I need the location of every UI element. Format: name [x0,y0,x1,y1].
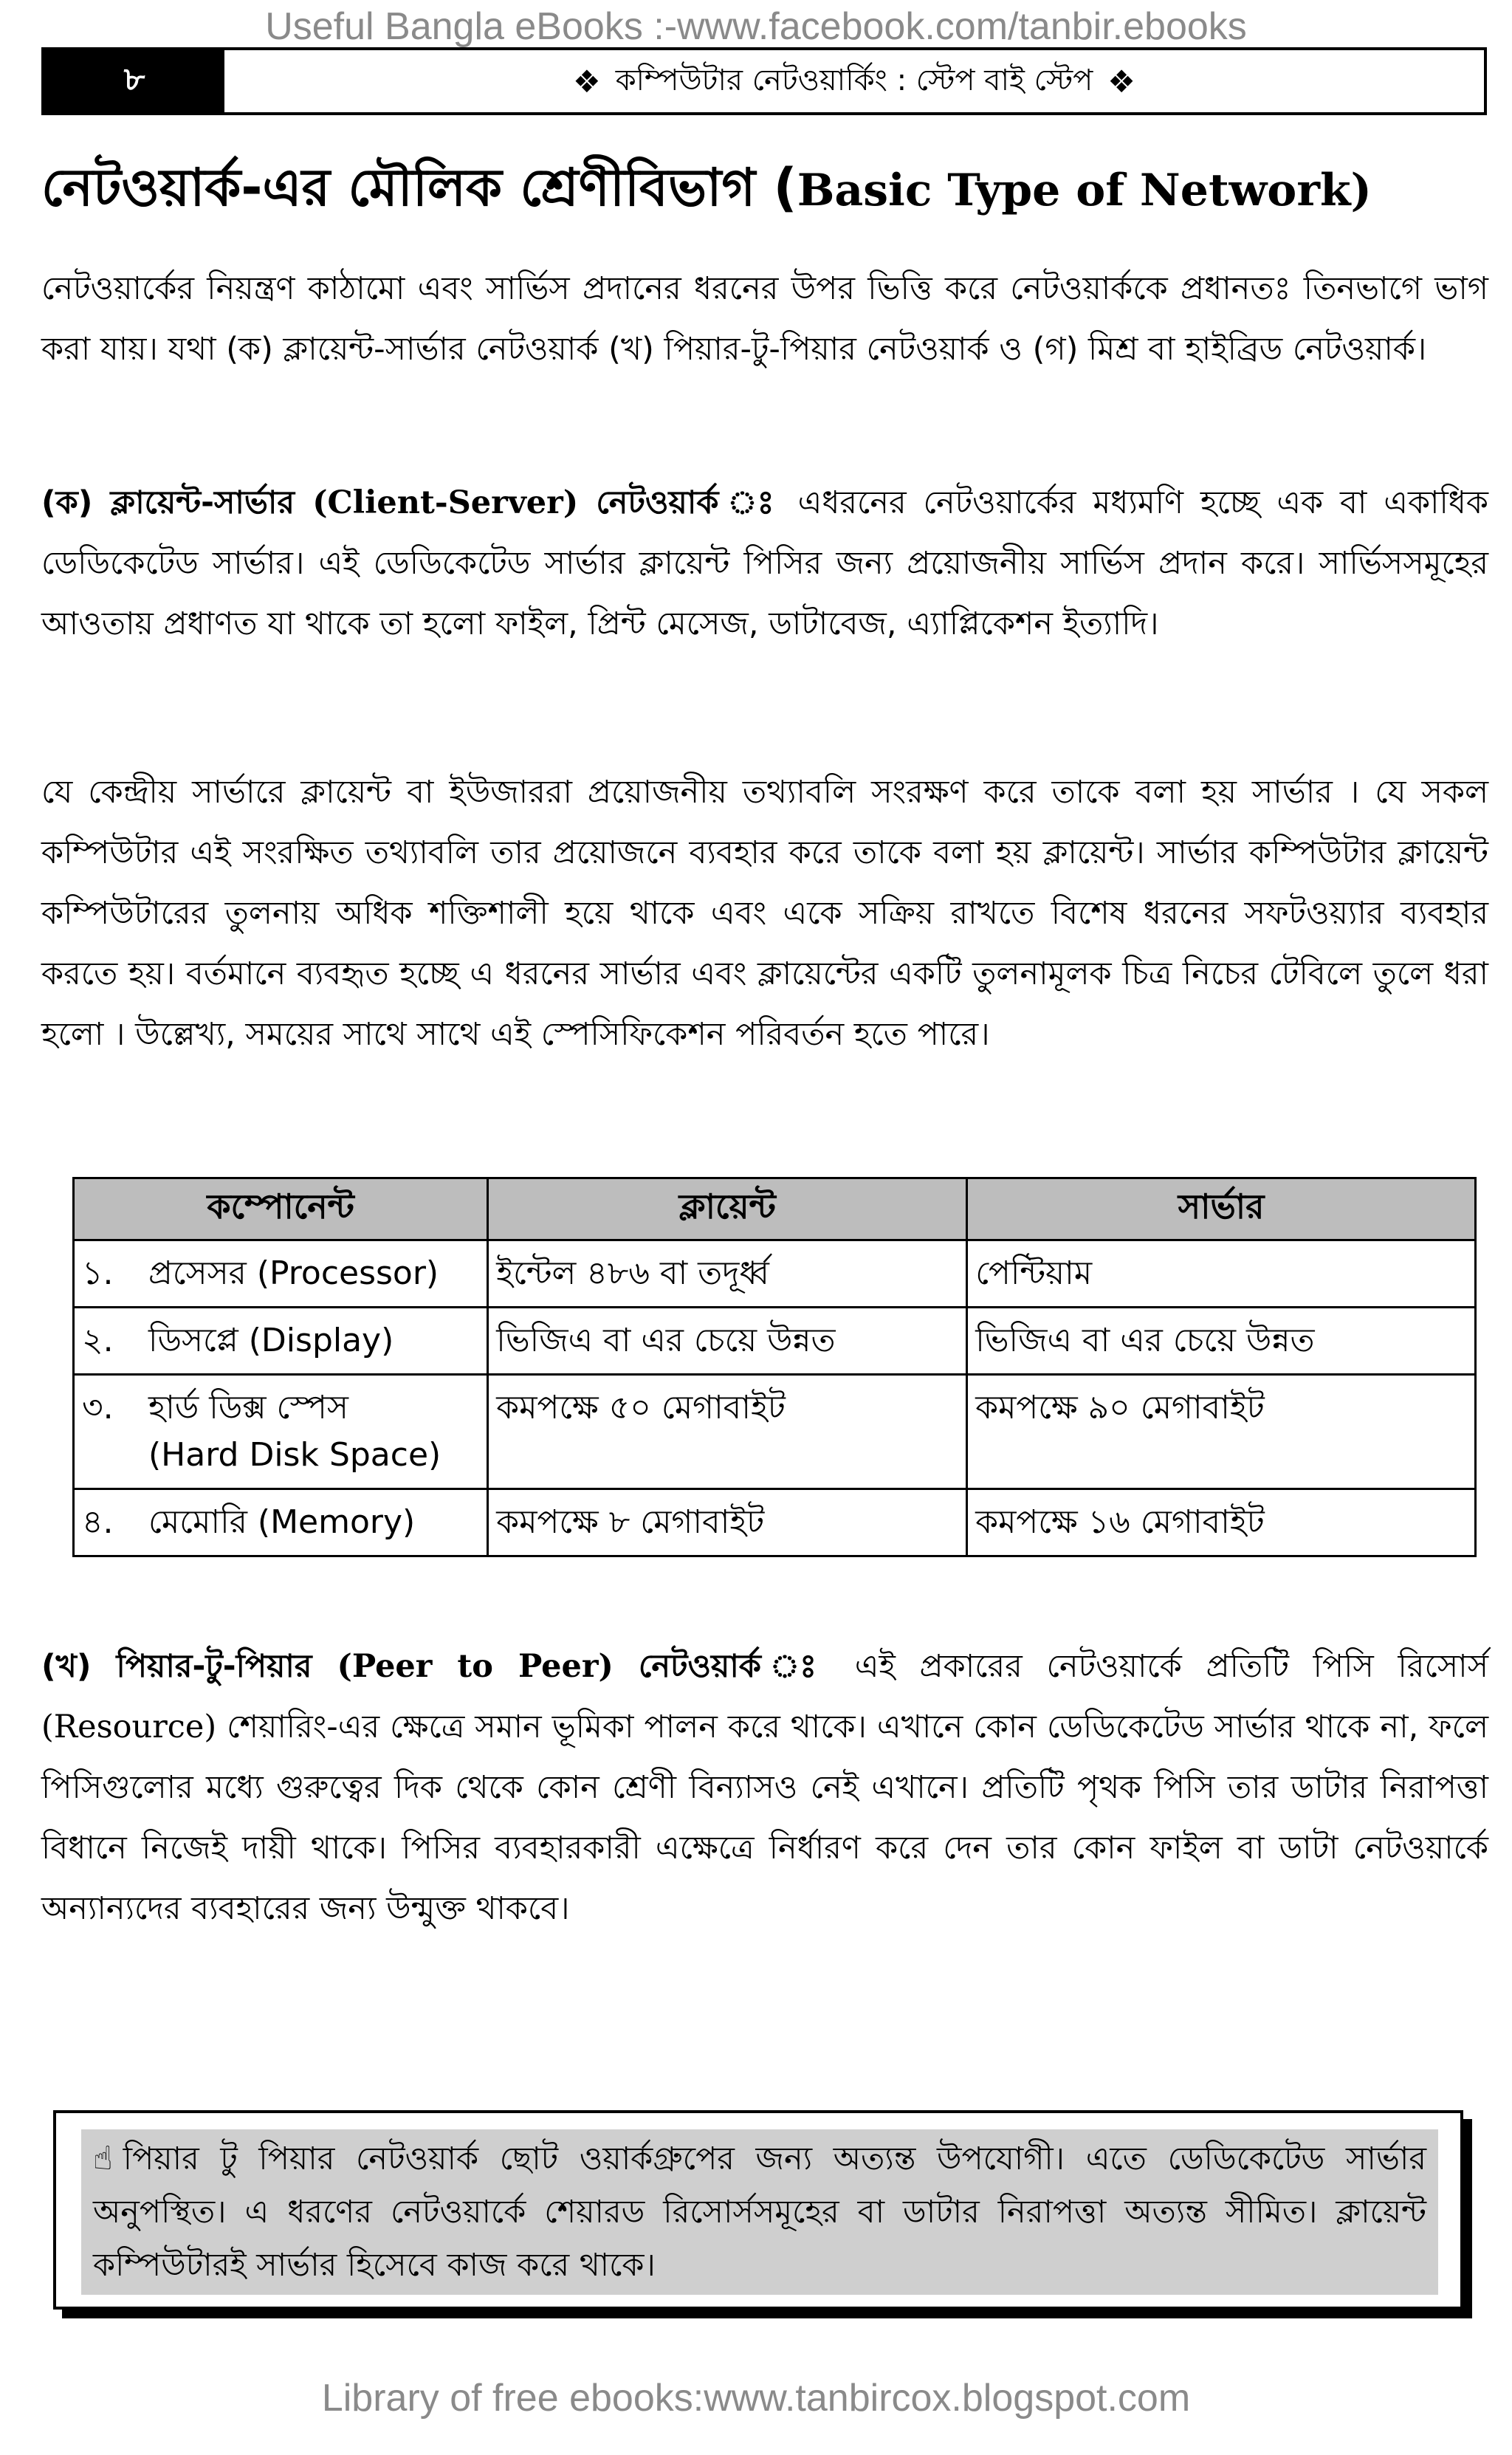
table-header-row [74,1178,1476,1240]
client-server-paragraph [41,473,1488,654]
table-row [74,1489,1476,1556]
client-server-body: এধরনের নেটওয়ার্কের মধ্যমণি হচ্ছে এক বা একাধিক ডেডিকেটেড সার্ভার। এই ডেডিকেটেড সার্ভার ক্লায়েন্ট পিসির জন্য প্রয়োজনীয় সার্ভিস প্রদান করে। সার্ভিসসমূহের আওতায় প্রধাণত যা থাকে তা হলো ফাইল, প্রিন্ট মেসেজ, ডাটাবেজ, এ্যাপ্লিকেশন ইত্যাদি। [41,484,1488,642]
title-en: Basic Type of Network) [797,165,1372,216]
note-box [53,2110,1463,2310]
hand-pointing-icon: ☝ [93,2140,113,2177]
page-header [41,47,1487,115]
note-text: পিয়ার টু পিয়ার নেটওয়ার্ক ছোট ওয়ার্কগ্রুপের জন্য অত্যন্ত উপযোগী। এতে ডেডিকেটেড সার্ভার অনুপস্থিত। এ ধরণের নেটওয়ার্কে শেয়ারড রিসোর্সসমূহের বা ডাটার নিরাপত্তা অত্যন্ত সীমিত। ক্লায়েন্ট কম্পিউটারই সার্ভার হিসেবে কাজ করে থাকে। [93,2140,1426,2284]
client-cell: কমপক্ষে ৫০ মেগাবাইট [488,1375,967,1489]
ornament-right-icon: ❖ [1107,63,1135,100]
intro-paragraph: নেটওয়ার্কের নিয়ন্ত্রণ কাঠামো এবং সার্ভিস প্রদানের ধরনের উপর ভিত্তি করে নেটওয়ার্ককে প্রধানতঃ তিনভাগে ভাগ করা যায়। যথা (ক) ক্লায়েন্ট-সার্ভার নেটওয়ার্ক (খ) পিয়ার-টু-পিয়ার নেটওয়ার্ক ও (গ) মিশ্র বা হাইব্রিড নেটওয়ার্ক। [41,270,1488,368]
server-client-paragraph: যে কেন্দ্রীয় সার্ভারে ক্লায়েন্ট বা ইউজাররা প্রয়োজনীয় তথ্যাবলি সংরক্ষণ করে তাকে বলা হয় সার্ভার । যে সকল কম্পিউটার এই সংরক্ষিত তথ্যাবলি তার প্রয়োজনে ব্যবহার করে তাকে বলা হয় ক্লায়েন্ট। সার্ভার কম্পিউটার ক্লায়েন্ট কম্পিউটারের তুলনায় অধিক শক্তিশালী হয়ে থাকে এবং একে সক্রিয় রাখতে বিশেষ ধরনের সফটওয়্যার ব্যবহার করতে হয়। বর্তমানে ব্যবহৃত হচ্ছে এ ধরনের সার্ভার এবং ক্লায়েন্টের একটি তুলনামূলক চিত্র নিচের টেবিলে তুলে ধরা হলো । উল্লেখ্য, সময়ের সাথে সাথে এই স্পেসিফিকেশন পরিবর্তন হতে পারে। [41,774,1488,1053]
page-number: ৮ [44,50,224,112]
top-watermark: Useful Bangla eBooks :-www.facebook.com/tanbir.ebooks [265,5,1247,48]
component-cell: ৩. হার্ড ডিক্স স্পেস (Hard Disk Space) [74,1375,488,1489]
component-cell: ২. ডিসপ্লে (Display) [74,1308,488,1375]
page-title [41,148,1488,234]
title-bn: নেটওয়ার্ক-এর মৌলিক শ্রেণীবিভাগ ( [41,157,797,218]
table-row [74,1375,1476,1489]
server-cell: ভিজিএ বা এর চেয়ে উন্নত [967,1308,1476,1375]
header-client: ক্লায়েন্ট [488,1178,967,1240]
server-cell: কমপক্ষে ১৬ মেগাবাইট [967,1489,1476,1556]
peer-to-peer-paragraph: (খ) পিয়ার-টু-পিয়ার (Peer to Peer) নেটওয়ার্ক ঃ এই প্রকারের নেটওয়ার্কে প্রতিটি পিসি রিসোর্স (Resource) শেয়ারিং-এর ক্ষেত্রে সমান ভূমিকা পালন করে থাকে। এখানে কোন ডেডিকেটেড সার্ভার থাকে না, ফলে পিসিগুলোর মধ্যে গুরুত্বের দিক থেকে কোন শ্রেণী বিন্যাসও নেই এখানে। প্রতিটি পৃথক পিসি তার ডাটার নিরাপত্তা বিধানে নিজেই দায়ী থাকে। পিসির ব্যবহারকারী এক্ষেত্রে নির্ধারণ করে দেন তার কোন ফাইল বা ডাটা নেটওয়ার্কে অন্যান্যদের ব্যবহারের জন্য উন্মুক্ত থাকবে। [41,1648,1489,1927]
server-cell: পেন্টিয়াম [967,1240,1476,1308]
component-cell: ১. প্রসেসর (Processor) [74,1240,488,1308]
table-row [74,1240,1476,1308]
client-cell: ভিজিএ বা এর চেয়ে উন্নত [488,1308,967,1375]
component-cell: ৪. মেমোরি (Memory) [74,1489,488,1556]
note-content [81,2129,1438,2295]
comparison-table [72,1177,1477,1557]
server-cell: কমপক্ষে ৯০ মেগাবাইট [967,1375,1476,1489]
ornament-left-icon: ❖ [573,63,601,100]
client-cell: কমপক্ষে ৮ মেগাবাইট [488,1489,967,1556]
running-title [224,50,1484,112]
header-server: সার্ভার [967,1178,1476,1240]
peer-to-peer-heading: (খ) পিয়ার-টু-পিয়ার (Peer to Peer) নেটওয়ার্ক ঃ [41,1648,831,1685]
client-server-heading: (ক) ক্লায়েন্ট-সার্ভার (Client-Server) নেটওয়ার্ক ঃ [41,484,781,521]
header-component: কম্পোনেন্ট [74,1178,488,1240]
client-cell: ইন্টেল ৪৮৬ বা তদূর্ধ্ব [488,1240,967,1308]
running-title-text: কম্পিউটার নেটওয়ার্কিং : স্টেপ বাই স্টেপ [615,63,1093,97]
bottom-watermark: Library of free ebooks:www.tanbircox.blogspot.com [321,2377,1191,2420]
table-row [74,1308,1476,1375]
